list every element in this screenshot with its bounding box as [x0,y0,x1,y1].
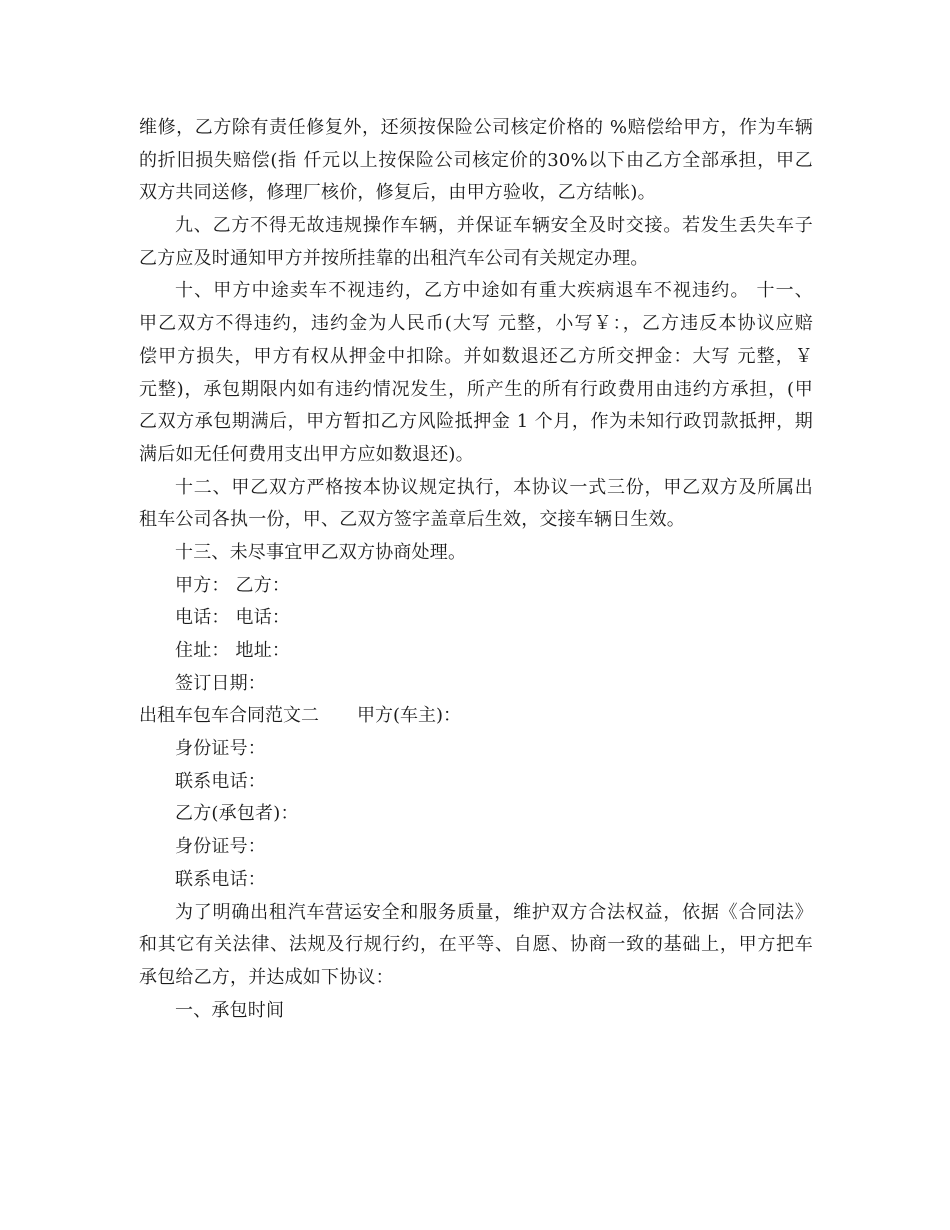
text-line: 为了明确出租汽车营运安全和服务质量，维护双方合法权益，依据《合同法》 [175,901,813,923]
text-line: 联系电话： [175,770,266,792]
text-line: 和其它有关法律、法规及行规行约，在平等、自愿、协商一致的基础上，甲方把车 [139,934,813,956]
text-line: 身份证号： [175,836,266,858]
text-line: 偿甲方损失，甲方有权从押金中扣除。并如数退还乙方所交押金：大写 元整，￥ [139,345,813,367]
contract-title-row [139,700,813,733]
text-line: 甲方： 乙方： [175,574,291,596]
text-line: 身份证号： [175,738,266,760]
text-line: 十三、未尽事宜甲乙双方协商处理。 [175,541,467,563]
text-line: 十、甲方中途卖车不视违约，乙方中途如有重大疾病退车不视违约。 十一、 [175,280,813,302]
contract-title: 出租车包车合同范文二 [139,705,319,727]
contract-body-part-1 [139,112,813,700]
text-line: 十二、甲乙双方严格按本协议规定执行，本协议一式三份，甲乙双方及所属出 [175,476,813,498]
party-a-owner-label: 甲方(车主)： [357,705,462,727]
text-line: 承包给乙方，并达成如下协议： [139,966,394,988]
text-line: 元整)，承包期限内如有违约情况发生，所产生的所有行政费用由违约方承担，(甲 [139,378,813,400]
text-line: 签订日期： [175,672,266,694]
text-line: 的折旧损失赔偿(指 仟元以上按保险公司核定价的30%以下由乙方全部承担，甲乙 [139,149,813,171]
text-line: 租车公司各执一份，甲、乙双方签字盖章后生效，交接车辆日生效。 [139,509,685,531]
text-line: 甲乙双方不得违约，违约金为人民币(大写 元整，小写￥：，乙方违反本协议应赔 [139,313,813,335]
text-line: 乙双方承包期满后，甲方暂扣乙方风险抵押金 1 个月，作为未知行政罚款抵押，期 [139,411,813,433]
text-line: 乙方应及时通知甲方并按所挂靠的出租汽车公司有关规定办理。 [139,247,649,269]
text-line: 联系电话： [175,868,266,890]
text-line: 满后如无任何费用支出甲方应如数退还)。 [139,443,474,465]
text-line: 电话： 电话： [175,607,291,629]
document-page [139,112,813,1027]
text-line: 九、乙方不得无故违规操作车辆，并保证车辆安全及时交接。若发生丢失车子 [175,215,813,237]
text-line: 一、承包时间 [175,999,285,1021]
text-line: 乙方(承包者)： [175,803,299,825]
text-line: 双方共同送修，修理厂核价，修复后，由甲方验收，乙方结帐)。 [139,182,656,204]
contract-body-part-2 [139,733,813,1027]
text-line: 维修，乙方除有责任修复外，还须按保险公司核定价格的 %赔偿给甲方，作为车辆 [139,117,813,138]
text-line: 住址： 地址： [175,640,291,661]
